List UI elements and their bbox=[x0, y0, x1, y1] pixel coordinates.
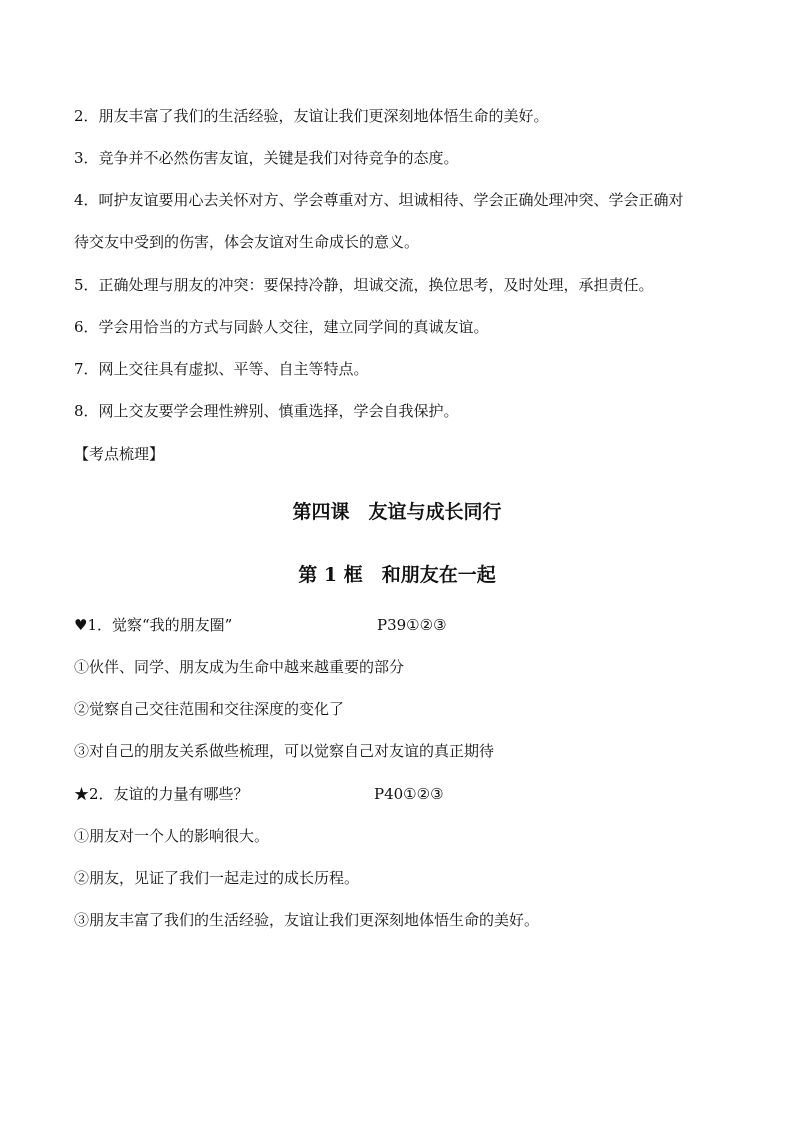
summary-item: 8．网上交友要学会理性辨别、慎重选择，学会自我保护。 bbox=[74, 402, 459, 420]
point-line: ②朋友，见证了我们一起走过的成长历程。 bbox=[74, 869, 360, 887]
summary-item: 6．学会用恰当的方式与同龄人交往，建立同学间的真诚友谊。 bbox=[74, 318, 489, 336]
summary-item: 3．竞争并不必然伤害友谊，关键是我们对待竞争的态度。 bbox=[74, 149, 459, 167]
lesson-title: 第四课 友谊与成长同行 bbox=[292, 501, 502, 523]
summary-item: 4．呵护友谊要用心去关怀对方、学会尊重对方、坦诚相待、学会正确处理冲突、学会正确对 bbox=[74, 191, 684, 209]
frame-title: 第 1 框 和朋友在一起 bbox=[298, 564, 496, 586]
summary-item-continued: 待交友中受到的伤害，体会友谊对生命成长的意义。 bbox=[74, 233, 420, 251]
point-heading: ♥1．觉察“我的朋友圈” bbox=[74, 616, 233, 634]
page-reference: P39①②③ bbox=[377, 616, 447, 634]
point-line: ①伙伴、同学、朋友成为生命中越来越重要的部分 bbox=[74, 658, 405, 676]
point-line: ③对自己的朋友关系做些梳理，可以觉察自己对友谊的真正期待 bbox=[74, 742, 495, 760]
section-label: 【考点梳理】 bbox=[74, 445, 165, 463]
point-line: ②觉察自己交往范围和交往深度的变化了 bbox=[74, 700, 345, 718]
page-reference: P40①②③ bbox=[374, 785, 444, 803]
point-line: ①朋友对一个人的影响很大。 bbox=[74, 827, 270, 845]
point-heading: ★2．友谊的力量有哪些？ bbox=[74, 785, 249, 803]
summary-item: 5．正确处理与朋友的冲突：要保持冷静，坦诚交流，换位思考，及时处理，承担责任。 bbox=[74, 276, 654, 294]
point-line: ③朋友丰富了我们的生活经验，友谊让我们更深刻地体悟生命的美好。 bbox=[74, 911, 540, 929]
summary-item: 2．朋友丰富了我们的生活经验，友谊让我们更深刻地体悟生命的美好。 bbox=[74, 107, 549, 125]
summary-item: 7．网上交往具有虚拟、平等、自主等特点。 bbox=[74, 360, 369, 378]
